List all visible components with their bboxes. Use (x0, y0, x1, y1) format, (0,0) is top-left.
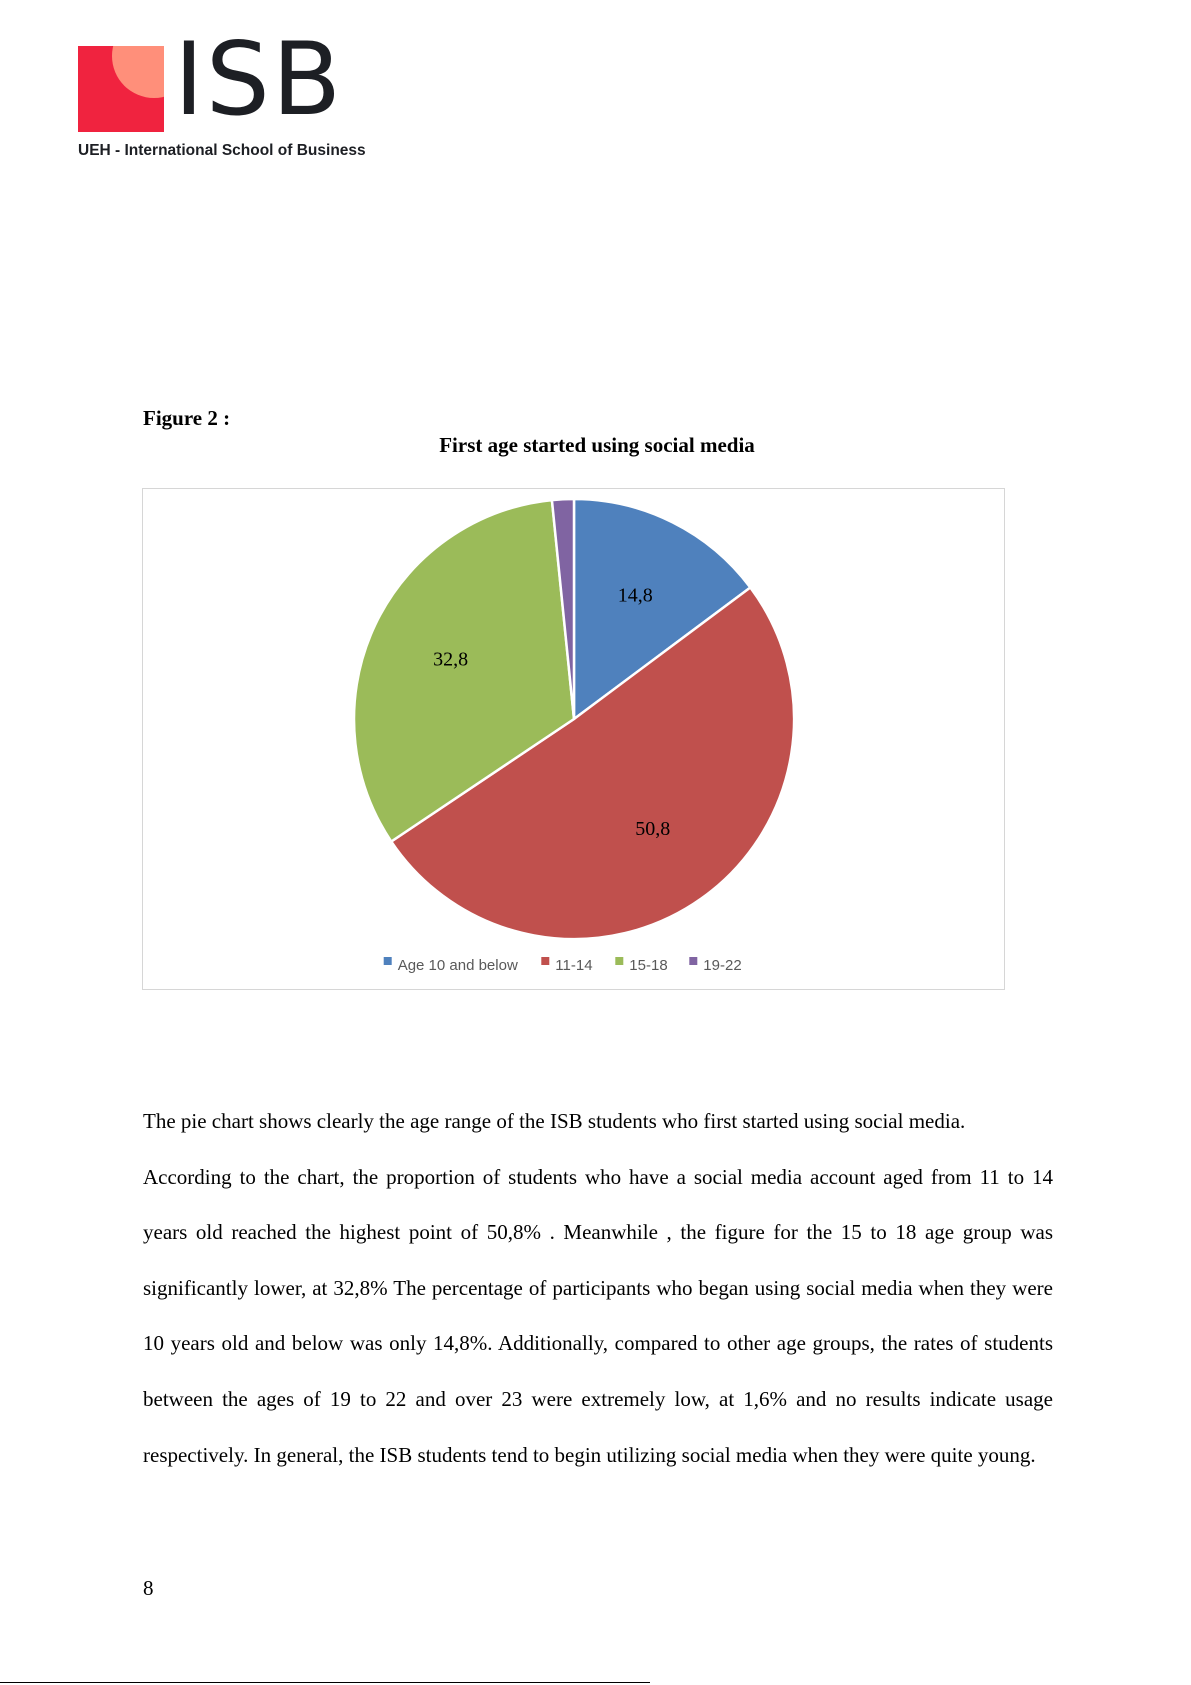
logo-wordmark: ISB (174, 20, 344, 138)
body-text (143, 1094, 1053, 1483)
figure-label: Figure 2 : (143, 406, 231, 430)
isb-logo (78, 20, 368, 166)
data-label-11-14: 50,8 (635, 817, 671, 840)
data-label-age-10-and-below: 14,8 (617, 584, 653, 607)
chart-legend (384, 957, 742, 974)
paragraph-analysis: According to the chart, the proportion of students who have a social media account aged from 11 to 14 years old reached the highest point of 50,8% . Meanwhile , the figure for the 15 to 18 age group was significantly lower, at 32,8% The percentage of participants who began using social media when they were 10 years old and below was only 14,8%. Additionally, compared to other age groups, the rates of students between the ages of 19 to 22 and over 23 were extremely low, at 1,6% and no results indicate usage respectively. In general, the ISB students tend to begin utilizing social media when they were quite young. (143, 1164, 1053, 1467)
legend-entry-age-10-and-below: Age 10 and below (397, 957, 518, 974)
footer-rule (0, 1682, 650, 1683)
legend-entry-15-18: 15-18 (629, 957, 668, 974)
legend-entry-19-22: 19-22 (703, 957, 742, 974)
pie-chart (142, 488, 1005, 990)
legend-swatch-age-10-and-below (384, 957, 392, 965)
legend-entry-11-14: 11-14 (555, 957, 593, 974)
chart-title: First age started using social media (439, 433, 755, 457)
data-label-15-18: 32,8 (433, 648, 469, 671)
paragraph-intro: The pie chart shows clearly the age range of the ISB students who first started using social media. (143, 1109, 966, 1133)
logo-mark-icon (78, 46, 164, 132)
legend-swatch-11-14 (541, 957, 549, 965)
logo-circle-shape (112, 46, 164, 98)
legend-swatch-19-22 (689, 957, 697, 965)
logo-subtitle: UEH - International School of Business (78, 142, 366, 159)
legend-swatch-15-18 (615, 957, 623, 965)
pie-slices (354, 499, 794, 939)
page-number: 8 (143, 1576, 154, 1600)
